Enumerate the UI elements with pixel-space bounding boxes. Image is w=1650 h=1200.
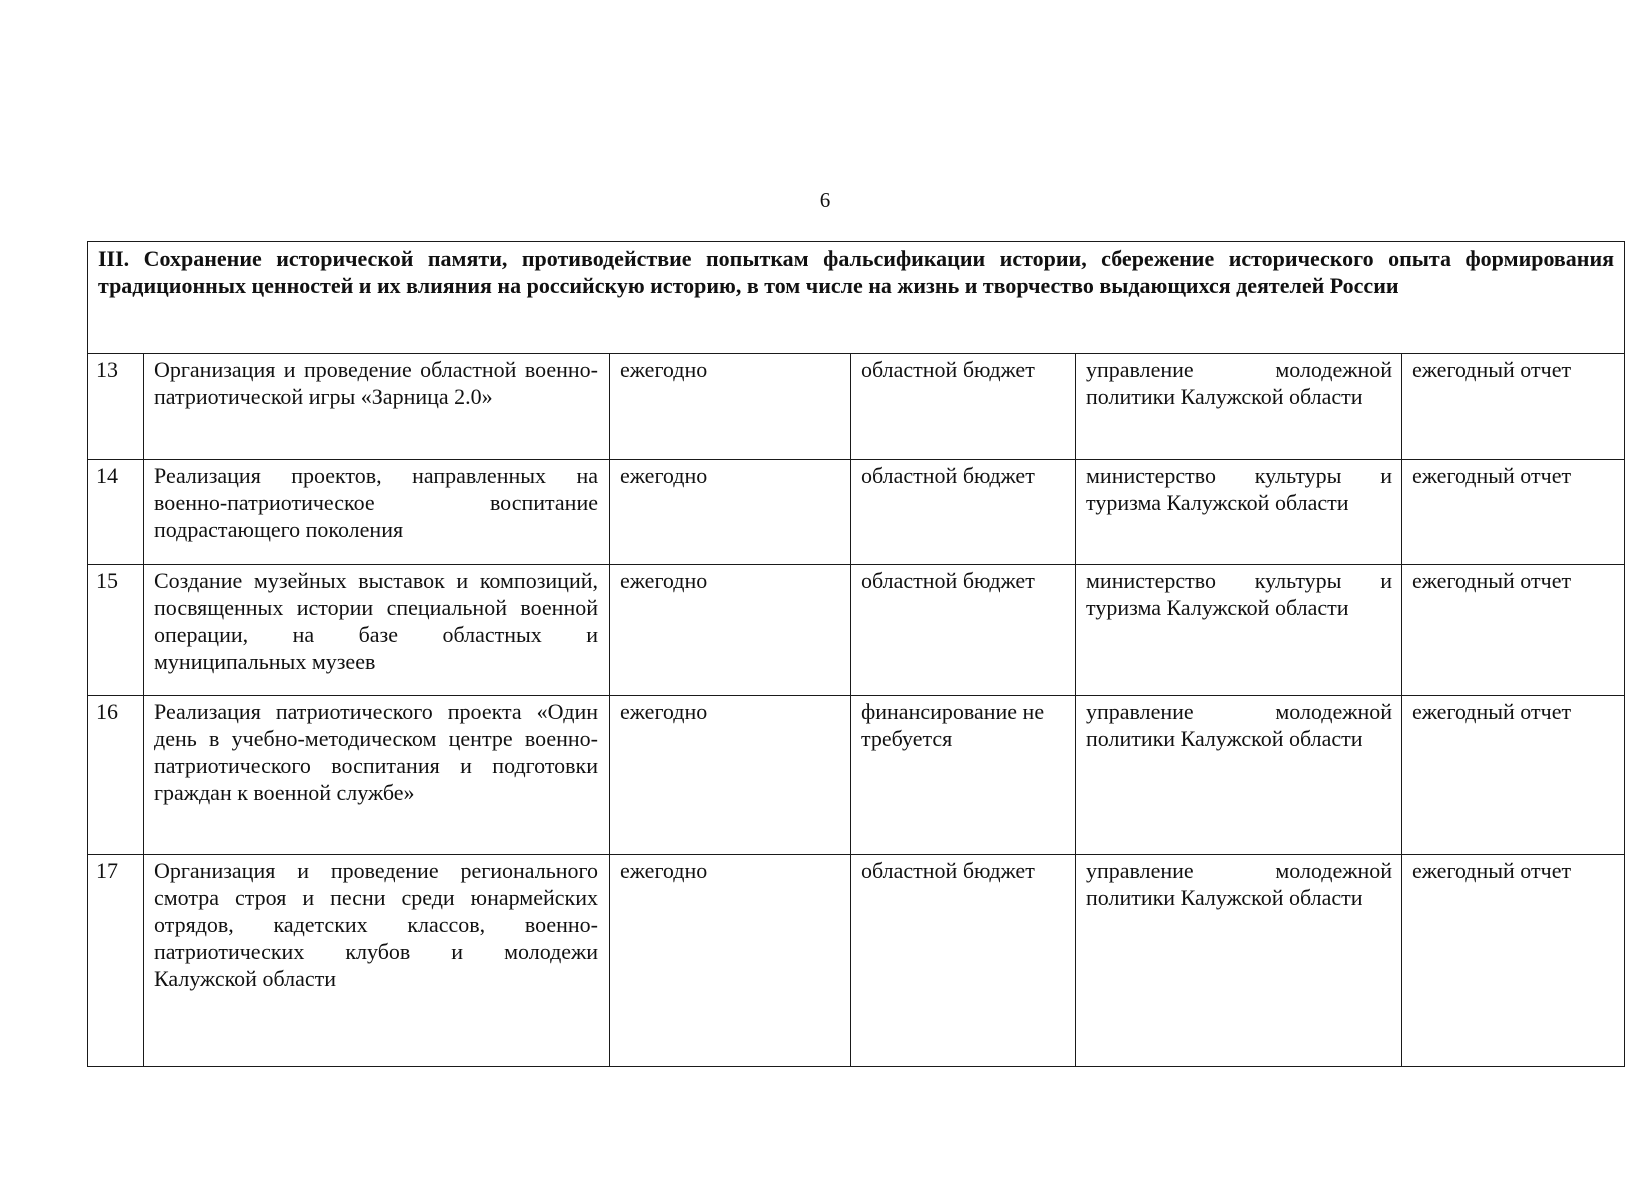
- table-row: [88, 565, 1625, 696]
- event-report: ежегодный отчет: [1402, 696, 1625, 855]
- row-number: 17: [88, 855, 144, 1067]
- event-description: Организация и проведение регионального смотра строя и песни среди юнармейских отрядов, кадетских классов, военно-патриотических клубов и молодежи Калужской области: [144, 855, 610, 1067]
- event-executor: управление молодежной политики Калужской области: [1076, 855, 1402, 1067]
- page-number: 6: [819, 188, 831, 212]
- event-description: Организация и проведение областной военно-патриотической игры «Зарница 2.0»: [144, 354, 610, 460]
- table-row: [88, 354, 1625, 460]
- row-number: 16: [88, 696, 144, 855]
- event-report: ежегодный отчет: [1402, 460, 1625, 565]
- event-period: ежегодно: [610, 855, 851, 1067]
- table-row: [88, 696, 1625, 855]
- event-executor: управление молодежной политики Калужской области: [1076, 354, 1402, 460]
- events-table: [87, 241, 1625, 1067]
- event-period: ежегодно: [610, 460, 851, 565]
- section-title: III. Сохранение исторической памяти, противодействие попыткам фальсификации истории, сбережение исторического опыта формирования традиционных ценностей и их влияния на российскую историю, в том числе на жизнь и творчество выдающихся деятелей России: [88, 242, 1625, 354]
- row-number: 15: [88, 565, 144, 696]
- event-funding: областной бюджет: [851, 460, 1076, 565]
- event-executor: министерство культуры и туризма Калужской области: [1076, 565, 1402, 696]
- event-executor: министерство культуры и туризма Калужской области: [1076, 460, 1402, 565]
- event-period: ежегодно: [610, 354, 851, 460]
- event-funding: областной бюджет: [851, 354, 1076, 460]
- event-funding: финансирование не требуется: [851, 696, 1076, 855]
- row-number: 13: [88, 354, 144, 460]
- table-row: [88, 460, 1625, 565]
- section-header-row: [88, 242, 1625, 354]
- event-executor: управление молодежной политики Калужской области: [1076, 696, 1402, 855]
- event-description: Реализация проектов, направленных на военно-патриотическое воспитание подрастающего поколения: [144, 460, 610, 565]
- event-period: ежегодно: [610, 565, 851, 696]
- event-period: ежегодно: [610, 696, 851, 855]
- event-funding: областной бюджет: [851, 565, 1076, 696]
- event-report: ежегодный отчет: [1402, 855, 1625, 1067]
- table-row: [88, 855, 1625, 1067]
- event-funding: областной бюджет: [851, 855, 1076, 1067]
- row-number: 14: [88, 460, 144, 565]
- event-description: Создание музейных выставок и композиций, посвященных истории специальной военной операции, на базе областных и муниципальных музеев: [144, 565, 610, 696]
- event-report: ежегодный отчет: [1402, 354, 1625, 460]
- event-report: ежегодный отчет: [1402, 565, 1625, 696]
- event-description: Реализация патриотического проекта «Один день в учебно-методическом центре военно-патриотического воспитания и подготовки граждан к военной службе»: [144, 696, 610, 855]
